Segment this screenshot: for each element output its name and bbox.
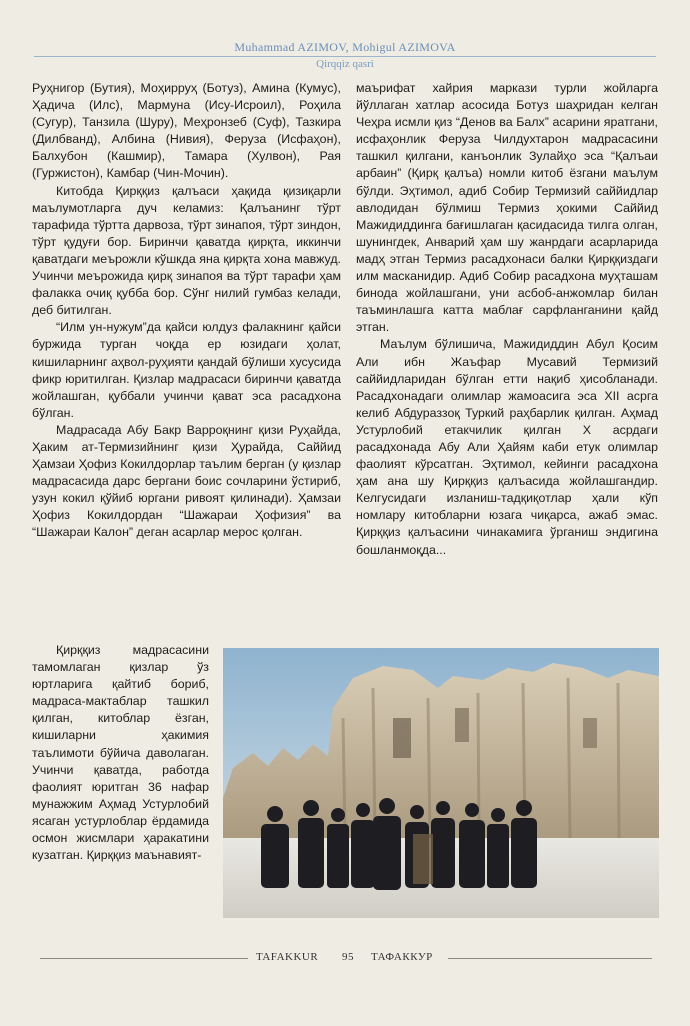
paragraph: маърифат хайрия маркази турли жойларга йўллаган хатлар асосида Ботуз шаҳридан келган Чеҳра исмли қиз “Денов ва Балх” асарини яратгани, исфаҳонлик Феруза Чилдухтарон мадрасасини ташкил қилгани, канъонлик Зулайҳо эса “Қалъаи арбаин” (Қирқ қалъа) номли китоб ёзгани маълум бўлди. Эҳтимол, адиб Собир Термизий саййидлар авлодидан бўлмиш Термиз ҳокими Саййид Мажидиддинга бағишлаган қасидасида тилга олган, шунингдек, Анварий ҳам шу жанрдаги асарларида мадҳ этган Термиз расадхонаси балки Қирққиздаги илм масканидир. Адиб Собир расадхона муҳташам бинода жойлашгани, уни асбоб-анжомлар билан таъминлашга катта маблағ сарфланганини қайд этган.: [356, 81, 658, 335]
running-header-subtitle: Qirqqiz qasri: [316, 58, 374, 70]
paragraph: Қирққиз мадрасасини тамомлаган қизлар ўз юртларига қайтиб бориб, мадраса-мактаблар ташкил қилган, китоблар ёзган, кишиларни ҳакимия таълимоти бўйича даволаган. Учинчи қаватда, работда фаолият юритган 36 нафар мунажжим Аҳмад Устурлобий ясаган устурлоблар ёрдамида осмон жисмлари ҳаракатини кузатган. Қирққиз маънавият-: [32, 643, 209, 863]
right-column: [356, 80, 658, 559]
footer-rule-left: [40, 958, 248, 959]
paragraph: Руҳнигор (Бутия), Моҳирруҳ (Ботуз), Амина (Кумус), Ҳадича (Илс), Мармуна (Ису-Исроил), Роҳила (Сугур), Танзила (Шуру), Меҳронзеб (Суф), Тазкира (Дилбванд), Албина (Нивия), Феруза (Исфаҳон), Балхубон (Кашмир), Тамара (Хулвон), Рая (Гуржистон), Камбар (Чин-Мочин).: [32, 81, 341, 181]
page-number: 95: [342, 951, 354, 963]
left-column: [32, 80, 341, 542]
paragraph: “Илм ун-нужум”да қайси юлдуз фалакнинг қайси буржида турган чоқда ер юзидаги ҳолат, кишиларнинг аҳвол-руҳияти қандай бўлиши хусусида фикр юритилган. Қизлар мадрасаси биринчи қаватда жойлашган, қуббали учинчи қават эса расадхона бўлган.: [32, 320, 341, 420]
footer-journal-latin: TAFAKKUR: [256, 951, 319, 963]
photo-fortress-ruins: [223, 648, 659, 918]
footer-journal-cyrillic: ТАФАККУР: [371, 951, 433, 963]
running-header-authors: Muhammad AZIMOV, Mohigul AZIMOVA: [234, 40, 456, 54]
header-rule: [34, 56, 656, 57]
footer-rule-right: [448, 958, 652, 959]
paragraph: Маълум бўлишича, Мажидиддин Абул Қосим Али ибн Жаъфар Мусавий Термизий саййидларидан бўлган етти нақиб ҳисобланади. Расадхонадаги олимлар жамоасига эса XII асрга келиб Абдураззоқ Туркий раҳбарлик қилган. Аҳмад Устурлобий етакчилик қилган X асрдаги расадхонада Абу Али Ҳайям каби етук олимлар фаолият кўрсатган. Эҳтимол, кейинги расадхона ҳам ана шу Қирққиз қалъасида жойлашгандир. Келгусидаги изланиш-тадқиқотлар ҳали кўп номлару китобларни юзага чиқарса, ажаб эмас. Қирққиз қалъасини чинакамига ўрганиш эндигина бошланмоқда...: [356, 337, 658, 557]
narrow-column: [32, 642, 209, 864]
paragraph: Китобда Қирққиз қалъаси ҳақида қизиқарли маълумотларга дуч келамиз: Қалъанинг тўрт тарафида тўртта дарвоза, тўрт зинапоя, тўрт зиндон, тўрт қудуғи бор. Биринчи қаватда қирқта, иккинчи қаватдаги меърожли кўшкда яна қирқта хона мавжуд. Учинчи меърожида қирқ зинапоя ва тўрт тарафи ҳам фалакка очиқ қубба бор. Сўнг нилий гумбаз келади, деб битилган.: [32, 183, 341, 318]
paragraph: Мадрасада Абу Бакр Варроқнинг қизи Руҳайда, Ҳаким ат-Термизийнинг қизи Ҳурайда, Саййид Ҳамзаи Ҳофиз Кокилдорлар таълим берган (у қизлар мадрасасида дарс бергани боис сочларини ўстириб, узун кокил қўйиб юргани ривоят қилинади). Ҳамзаи Ҳофиз Кокилдордан “Шажараи Ҳофизия” ва “Шажараи Калон” деган асарлар мерос қолган.: [32, 422, 341, 540]
